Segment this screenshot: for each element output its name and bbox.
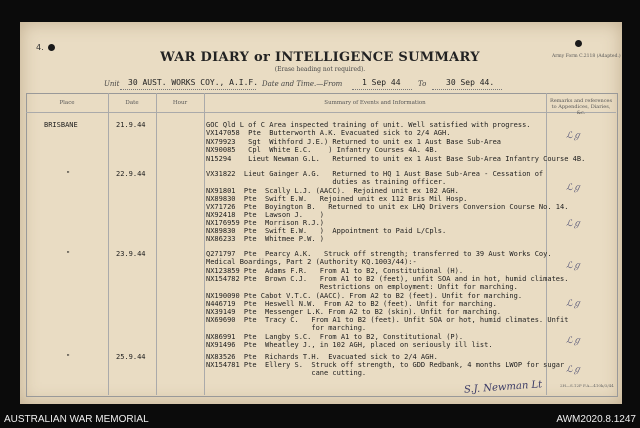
entry-line: NX92418 Pte Lawson J. ) xyxy=(206,211,325,219)
remarks-initial: ℒℊ xyxy=(566,131,582,141)
column-divider xyxy=(156,93,157,395)
entry-line: VX147058 Pte Butterworth A.K. Evacuated sick to 2/4 AGH. xyxy=(206,129,451,137)
entry-line: NX91801 Pte Scally L.J. (AACC). Rejoined unit ex 102 AGH. xyxy=(206,187,459,195)
entry-line: NX69690 Pte Tracy C. From A1 to B2 (feet). Unfit SOA or hot, humid climates. Unfit xyxy=(206,316,569,324)
col-remarks-header: Remarks and references to Appendices, Diaries, &c. xyxy=(549,98,613,116)
entry-line: N446719 Pte Heswell N.W. From A2 to B2 (feet). Unfit for marching. xyxy=(206,300,497,308)
page-subtitle: (Erase heading not required). xyxy=(274,66,366,73)
entry-line: Restrictions on employment: Unfit for marching. xyxy=(206,283,518,291)
entry-line: NX154781 Pte Ellery S. Struck off strength, to GDD Redbank, 4 months LWOP for sugar xyxy=(206,361,565,369)
page-title: WAR DIARY or INTELLIGENCE SUMMARY xyxy=(160,50,480,65)
entry-line: for marching. xyxy=(206,324,367,332)
entry-line: NX154782 Pte Brown C.J. From A1 to B2 (feet), unfit SOA and in hot, humid climates. xyxy=(206,275,569,283)
date-cell: 25.9.44 xyxy=(116,353,146,361)
entry-line: cane cutting. xyxy=(206,369,367,377)
entry-line: NX86991 Pte Langby S.C. From A1 to B2, Constitutional (P). xyxy=(206,333,464,341)
date-cell: 22.9.44 xyxy=(116,170,146,178)
remarks-initial: ℒℊ xyxy=(566,183,582,193)
date-cell: 23.9.44 xyxy=(116,250,146,258)
ditto-mark: " xyxy=(66,250,71,258)
col-place-header: Place xyxy=(59,100,75,106)
page-number: 4. xyxy=(36,43,44,52)
col-summary-header: Summary of Events and Information xyxy=(324,100,426,106)
entry-line: Q271797 Pte Pearcy A.K. Struck off strength; transferred to 39 Aust Works Coy. xyxy=(206,250,552,258)
caption-id: AWM2020.8.1247 xyxy=(556,414,636,425)
signature: S.J. Newman Lt xyxy=(463,379,543,396)
place-cell: BRISBANE xyxy=(44,121,78,129)
column-divider xyxy=(204,93,205,395)
footer-form-code: 2H—S.12P F.A—410k/3/44 xyxy=(560,383,614,388)
remarks-initial: ℒℊ xyxy=(566,261,582,271)
ditto-mark: " xyxy=(66,353,71,361)
header-divider xyxy=(26,112,616,113)
col-hour-header: Hour xyxy=(172,100,188,106)
entry-line: NX39149 Pte Messenger L.K. From A2 to B2 (skin). Unfit for marching. xyxy=(206,308,502,316)
caption-source: AUSTRALIAN WAR MEMORIAL xyxy=(4,414,149,425)
entry-line: NX190090 Pte Cabot V.T.C. (AACC). From A2 to B2 (feet). Unfit for marching. xyxy=(206,292,523,300)
unit-rule xyxy=(120,89,256,90)
remarks-initial: ℒℊ xyxy=(566,299,582,309)
ditto-mark: " xyxy=(66,170,71,178)
entry-line: NX89830 Pte Swift E.W. ) Appointment to Paid L/Cpls. xyxy=(206,227,447,235)
entry-line: NX176959 Pte Morrison R.J.) xyxy=(206,219,325,227)
entry-line: Medical Boardings, Part 2 (Authority KQ.1003/44):- xyxy=(206,258,417,266)
entry-line: NX90085 Cpl White E.C. ) Infantry Courses 4A. 4B. xyxy=(206,146,438,154)
col-date-header: Date xyxy=(125,100,139,106)
entry-line: NX91496 Pte Wheatley J., in 102 AGH, placed on seriously ill list. xyxy=(206,341,493,349)
date-to: 30 Sep 44. xyxy=(446,78,495,87)
date-from: 1 Sep 44 xyxy=(362,78,401,87)
to-rule xyxy=(432,89,502,90)
entry-line: VX71726 Pte Boyington B. Returned to unit ex LHQ Drivers Conversion Course No. 14. xyxy=(206,203,569,211)
punch-hole xyxy=(575,40,582,47)
column-divider xyxy=(108,93,109,395)
remarks-initial: ℒℊ xyxy=(566,219,582,229)
entry-line: VX31822 Lieut Gainger A.G. Returned to HQ 1 Aust Base Sub-Area - Cessation of xyxy=(206,170,544,178)
army-form-label: Army Form C.2118 (Adapted.) xyxy=(552,54,621,59)
entry-line: NX83526 Pte Richards T.H. Evacuated sick to 2/4 AGH. xyxy=(206,353,438,361)
entry-line: GOC Qld L of C Area inspected training of unit. Well satisfied with progress. xyxy=(206,121,531,129)
to-label: To xyxy=(418,80,427,88)
entry-line: NX123859 Pte Adams F.R. From A1 to B2, Constitutional (H). xyxy=(206,267,464,275)
remarks-initial: ℒℊ xyxy=(566,336,582,346)
from-rule xyxy=(352,89,412,90)
entry-line: N15294 Lieut Newman G.L. Returned to unit ex 1 Aust Base Sub-Area Infantry Course 4B. xyxy=(206,155,586,163)
remarks-initial: ℒℊ xyxy=(566,365,582,375)
date-cell: 21.9.44 xyxy=(116,121,146,129)
unit-label: Unit xyxy=(104,80,120,88)
unit-value: 30 AUST. WORKS COY., A.I.F. xyxy=(128,78,259,87)
column-divider xyxy=(546,93,547,395)
entry-line: NX86233 Pte Whitmee P.W. ) xyxy=(206,235,325,243)
entry-line: NX89830 Pte Swift E.W. Rejoined unit ex 112 Bris Mil Hosp. xyxy=(206,195,468,203)
date-label: Date and Time.—From xyxy=(262,80,343,88)
entry-line: duties as training officer. xyxy=(206,178,447,186)
entry-line: NX79923 Sgt Withford J.E.) Returned to unit ex 1 Aust Base Sub-Area xyxy=(206,138,502,146)
